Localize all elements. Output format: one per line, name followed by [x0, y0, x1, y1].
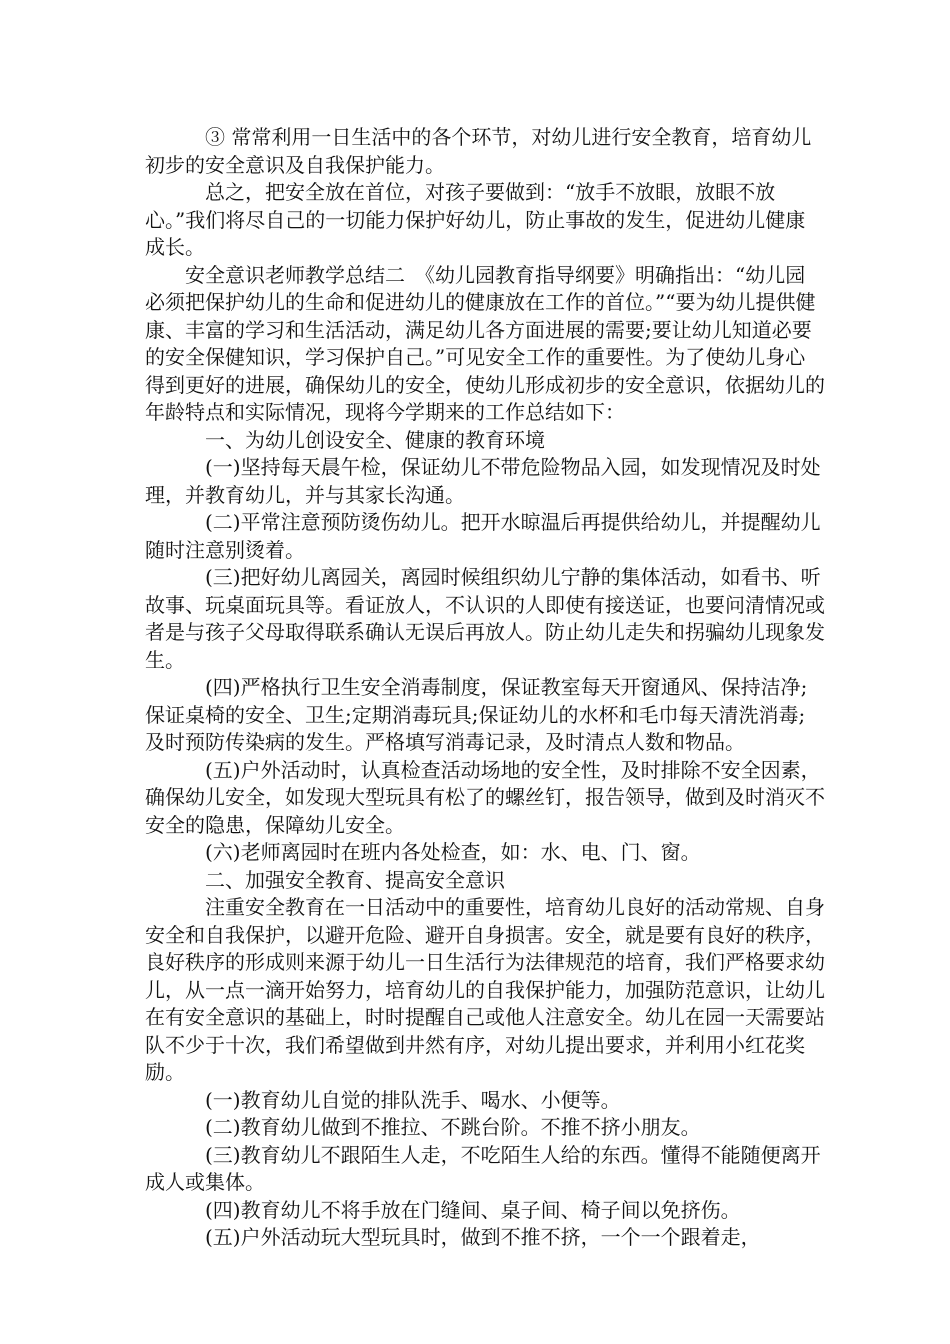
list-item-1-3: (三)把好幼儿离园关，离园时候组织幼儿宁静的集体活动，如看书、听故事、玩桌面玩具等。看证放人，不认识的人即使有接送证，也要问清情况或者是与孩子父母取得联系确认无误后再放人。防止幼儿走失和拐骗幼儿现象发生。	[145, 565, 825, 672]
list-item-1-6: (六)老师离园时在班内各处检查，如：水、电、门、窗。	[145, 840, 701, 864]
list-item-1-2: (二)平常注意预防烫伤幼儿。把开水晾温后再提供给幼儿，并提醒幼儿随时注意别烫着。	[145, 510, 821, 562]
list-item-1-5: (五)户外活动时，认真检查活动场地的安全性，及时排除不安全因素，确保幼儿安全，如发现大型玩具有松了的螺丝钉，报告领导，做到及时消灭不安全的隐患，保障幼儿安全。	[145, 757, 825, 837]
list-item-1-1: (一)坚持每天晨午检，保证幼儿不带危险物品入园，如发现情况及时处理，并教育幼儿，并与其家长沟通。	[145, 455, 821, 507]
list-item-2-5: (五)户外活动玩大型玩具时，做到不推不挤，一个一个跟着走，	[145, 1225, 761, 1249]
list-item-2-1: (一)教育幼儿自觉的排队洗手、喝水、小便等。	[145, 1087, 621, 1112]
list-item-1-4: (四)严格执行卫生安全消毒制度，保证教室每天开窗通风、保持洁净;保证桌椅的安全、卫生;定期消毒玩具;保证幼儿的水杯和毛巾每天清洗消毒;及时预防传染病的发生。严格填写消毒记录，及时清点人数和物品。	[145, 675, 808, 754]
section-heading-2: 二、加强安全教育、提高安全意识	[145, 867, 505, 892]
list-item-2-3: (三)教育幼儿不跟陌生人走，不吃陌生人给的东西。懂得不能随便离开成人或集体。	[145, 1142, 821, 1194]
list-item-2-4: (四)教育幼儿不将手放在门缝间、桌子间、椅子间以免挤伤。	[145, 1197, 741, 1222]
section-heading-1: 一、为幼儿创设安全、健康的教育环境	[145, 427, 545, 452]
paragraph-safety-education-point-3: ③ 常常利用一日生活中的各个环节，对幼儿进行安全教育，培育幼儿初步的安全意识及自我保护能力。	[145, 125, 812, 177]
document-body	[145, 124, 825, 1252]
paragraph-section-2-intro: 注重安全教育在一日活动中的重要性，培育幼儿良好的活动常规、自身安全和自我保护，以避开危险、避开自身损害。安全，就是要有良好的秩序，良好秩序的形成则来源于幼儿一日生活行为法律规范的培育，我们严格要求幼儿，从一点一滴开始努力，培育幼儿的自我保护能力，加强防范意识，让幼儿在有安全意识的基础上，时时提醒自己或他人注意安全。幼儿在园一天需要站队不少于十次，我们希望做到井然有序，对幼儿提出要求，并利用小红花奖励。	[145, 895, 825, 1084]
paragraph-summary: 总之，把安全放在首位，对孩子要做到：“放手不放眼，放眼不放心。”我们将尽自己的一切能力保护好幼儿，防止事故的发生，促进幼儿健康成长。	[145, 180, 806, 259]
list-item-2-2: (二)教育幼儿做到不推拉、不跳台阶。不推不挤小朋友。	[145, 1115, 701, 1139]
paragraph-summary-two-intro: 安全意识老师教学总结二 《幼儿园教育指导纲要》明确指出：“幼儿园必须把保护幼儿的生命和促进幼儿的健康放在工作的首位。”“要为幼儿提供健康、丰富的学习和生活活动，满足幼儿各方面进展的需要;要让幼儿知道必要的安全保健知识，学习保护自己。”可见安全工作的重要性。为了使幼儿身心得到更好的进展，确保幼儿的安全，使幼儿形成初步的安全意识，依据幼儿的年龄特点和实际情况，现将今学期来的工作总结如下：	[145, 262, 825, 424]
